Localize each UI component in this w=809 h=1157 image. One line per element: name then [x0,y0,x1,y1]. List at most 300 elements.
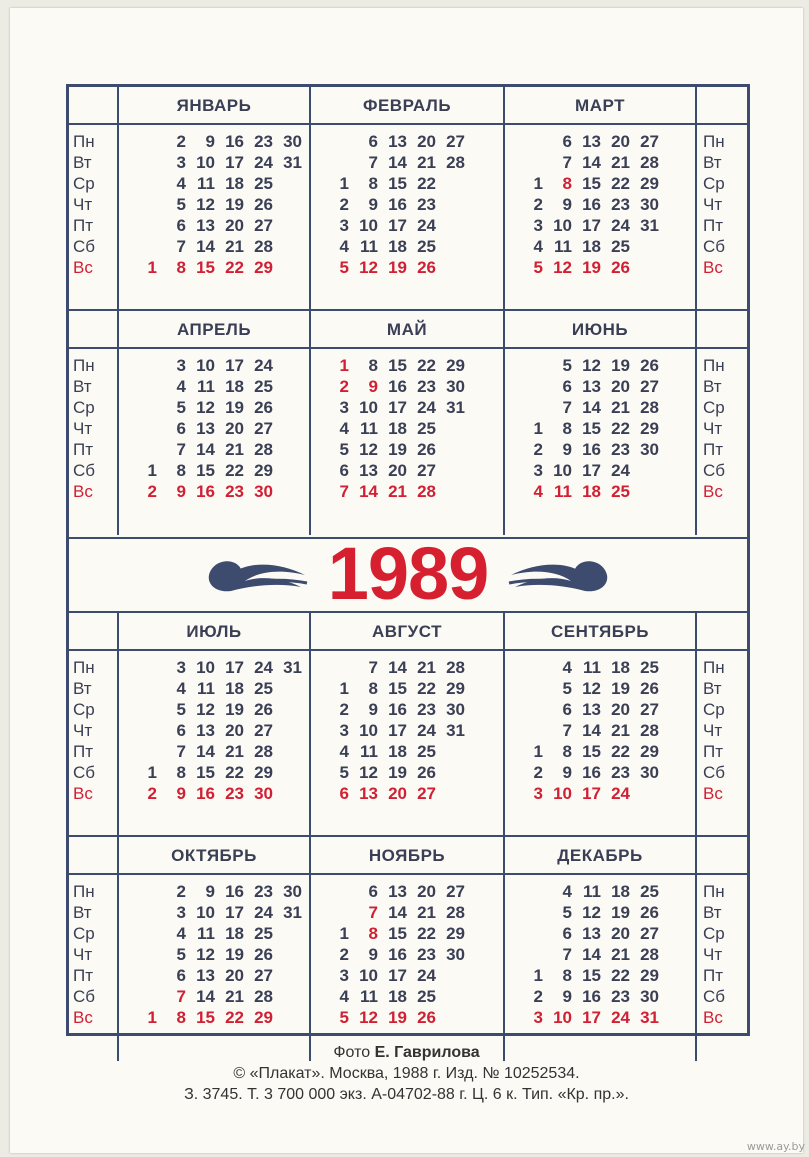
day-number: 14 [582,721,601,740]
day-number: 21 [417,903,436,922]
day-number: 27 [640,700,659,719]
day-number: 30 [446,377,465,396]
day-number: 25 [640,658,659,677]
day-number: 24 [417,216,436,235]
day-number: 16 [196,784,215,803]
month-grid [517,355,695,502]
day-number: 25 [254,679,273,698]
day-number: 4 [176,174,186,193]
day-number: 18 [388,237,407,256]
day-number: 29 [640,174,659,193]
weekday-label: Чт [73,945,93,964]
month-name: ОКТЯБРЬ [171,846,257,865]
day-number: 9 [205,132,215,151]
day-number: 24 [254,356,273,375]
weekday-row [323,194,503,215]
day-number: 16 [388,377,407,396]
day-number: 23 [611,195,630,214]
day-number: 12 [582,903,601,922]
weekday-row [131,131,309,152]
ornament-swirl-right-icon [505,553,615,597]
day-number: 17 [388,398,407,417]
weekday-row [517,902,695,923]
day-number: 17 [388,966,407,985]
day-number: 2 [176,132,186,151]
day-number: 2 [533,763,543,782]
day-number: 25 [417,237,436,256]
weekday-label: Сб [73,461,96,480]
day-number: 11 [360,742,378,761]
day-number: 31 [446,398,465,417]
weekday-row [323,1007,503,1028]
day-number: 23 [225,482,244,501]
day-number: 4 [176,377,186,396]
day-number: 1 [147,763,157,782]
day-number: 1 [147,1008,157,1027]
weekday-label: Пн [73,882,95,901]
day-number: 4 [339,237,349,256]
weekday-row [131,720,309,741]
day-number: 12 [553,258,572,277]
day-number: 22 [417,356,436,375]
day-number: 3 [176,356,186,375]
day-number: 11 [197,679,215,698]
weekday-row [323,657,503,678]
day-number: 10 [359,721,378,740]
print-info-line: З. 3745. Т. 3 700 000 экз. А-04702-88 г. Ц. 6 к. Тип. «Кр. пр.». [184,1086,629,1103]
day-number: 8 [368,174,378,193]
day-number: 31 [640,1008,659,1027]
day-number: 7 [176,987,186,1006]
weekday-label: Вт [703,377,722,396]
weekday-label: Ср [73,398,95,417]
day-number: 14 [196,987,215,1006]
day-number: 8 [176,1008,186,1027]
weekday-label: Пн [73,132,95,151]
day-number: 23 [417,945,436,964]
weekday-row [517,418,695,439]
weekday-label: Ср [73,924,95,943]
day-number: 1 [339,356,349,375]
day-number: 17 [582,461,601,480]
day-number: 28 [640,945,659,964]
weekday-row [131,923,309,944]
weekday-row [131,1007,309,1028]
day-number: 31 [283,903,302,922]
day-number: 28 [640,398,659,417]
day-number: 18 [388,987,407,1006]
day-number: 8 [562,742,572,761]
day-number: 23 [611,440,630,459]
day-number: 20 [417,882,436,901]
day-number: 27 [254,966,273,985]
day-number: 12 [359,258,378,277]
day-number: 21 [417,658,436,677]
weekday-label: Ср [73,174,95,193]
weekday-row [517,923,695,944]
day-number: 10 [553,216,572,235]
day-number: 1 [533,966,543,985]
day-number: 10 [553,1008,572,1027]
day-number: 31 [640,216,659,235]
day-number: 14 [582,153,601,172]
day-number: 19 [388,763,407,782]
day-number: 6 [368,882,378,901]
day-number: 22 [611,966,630,985]
day-number: 12 [359,763,378,782]
weekday-label: Пн [703,658,725,677]
weekday-row [517,173,695,194]
day-number: 6 [176,419,186,438]
day-number: 1 [339,924,349,943]
day-number: 7 [368,658,378,677]
day-number: 2 [147,784,157,803]
day-number: 6 [562,700,572,719]
month-name: МАЙ [386,320,428,339]
day-number: 1 [533,174,543,193]
day-number: 15 [196,763,215,782]
month-name: МАРТ [575,96,625,115]
photo-credit [10,1042,803,1063]
day-number: 20 [388,784,407,803]
day-number: 20 [388,461,407,480]
day-number: 5 [176,945,186,964]
weekday-label: Чт [73,419,93,438]
day-number: 7 [176,742,186,761]
day-number: 1 [339,679,349,698]
weekday-row [131,194,309,215]
weekday-row [517,152,695,173]
month-grid [517,657,695,804]
weekday-row [517,965,695,986]
day-number: 31 [283,153,302,172]
weekday-row [517,439,695,460]
weekday-row [517,215,695,236]
day-number: 10 [553,461,572,480]
weekday-row [131,481,309,502]
day-number: 3 [339,216,349,235]
weekday-label: Вт [73,377,92,396]
day-number: 2 [533,195,543,214]
month-name: АПРЕЛЬ [176,320,252,339]
day-number: 15 [388,924,407,943]
day-number: 5 [339,258,349,277]
weekday-label: Сб [73,987,96,1006]
day-number: 22 [417,924,436,943]
day-number: 2 [339,945,349,964]
weekday-label: Пн [73,658,95,677]
day-number: 14 [388,153,407,172]
day-number: 14 [196,440,215,459]
day-number: 20 [611,924,630,943]
quarter-block [69,87,747,311]
day-number: 13 [359,784,378,803]
day-number: 31 [446,721,465,740]
day-number: 28 [254,987,273,1006]
day-number: 4 [176,679,186,698]
day-number: 22 [225,258,244,277]
day-number: 8 [562,174,572,193]
day-number: 24 [611,784,630,803]
day-number: 23 [225,784,244,803]
day-number: 29 [640,419,659,438]
day-number: 19 [611,903,630,922]
day-number: 9 [368,377,378,396]
weekday-row [517,699,695,720]
day-number: 29 [446,924,465,943]
weekday-label: Вс [73,482,93,501]
day-number: 20 [225,419,244,438]
weekday-label: Пт [703,742,724,761]
weekday-label: Сб [73,763,96,782]
weekday-row [517,460,695,481]
weekday-row [517,355,695,376]
weekday-label: Пт [73,216,94,235]
day-number: 1 [533,419,543,438]
day-number: 5 [176,398,186,417]
day-number: 16 [582,440,601,459]
quarter-block [69,837,747,1061]
day-number: 28 [254,742,273,761]
weekday-label: Вт [73,903,92,922]
day-number: 28 [254,237,273,256]
month-name: ДЕКАБРЬ [557,846,643,865]
day-number: 22 [611,742,630,761]
weekday-column-right [703,355,743,502]
weekday-label: Ср [703,700,725,719]
day-number: 11 [197,174,215,193]
day-number: 19 [225,398,244,417]
day-number: 22 [225,763,244,782]
day-number: 18 [611,882,630,901]
day-number: 21 [225,742,244,761]
day-number: 15 [388,174,407,193]
weekday-label: Сб [703,237,726,256]
weekday-row [323,355,503,376]
weekday-row [517,881,695,902]
photo-label: Фото [333,1044,371,1061]
day-number: 5 [562,356,572,375]
weekday-label: Вс [703,1008,723,1027]
day-number: 29 [254,461,273,480]
month-grid [323,355,503,502]
weekday-label: Сб [703,987,726,1006]
day-number: 17 [388,721,407,740]
weekday-label: Пт [703,216,724,235]
day-number: 7 [368,903,378,922]
ornament-swirl-left-icon [201,553,311,597]
day-number: 15 [582,742,601,761]
day-number: 25 [254,377,273,396]
day-number: 17 [582,1008,601,1027]
day-number: 29 [446,356,465,375]
day-number: 12 [196,700,215,719]
weekday-row [131,944,309,965]
weekday-row [517,131,695,152]
day-number: 6 [562,377,572,396]
day-number: 18 [225,377,244,396]
weekday-row [517,657,695,678]
weekday-row [131,986,309,1007]
weekday-label: Пт [703,440,724,459]
weekday-row [323,881,503,902]
day-number: 26 [640,679,659,698]
weekday-row [323,481,503,502]
day-number: 11 [360,419,378,438]
day-number: 15 [582,174,601,193]
day-number: 13 [582,132,601,151]
day-number: 10 [359,966,378,985]
weekday-row [517,762,695,783]
weekday-row [517,1007,695,1028]
day-number: 22 [417,679,436,698]
day-number: 16 [388,945,407,964]
day-number: 11 [554,482,572,501]
weekday-label: Вт [703,153,722,172]
weekday-label: Пт [73,742,94,761]
day-number: 4 [339,987,349,1006]
weekday-label: Вс [73,784,93,803]
weekday-label: Пт [73,440,94,459]
day-number: 7 [368,153,378,172]
day-number: 3 [339,966,349,985]
day-number: 11 [360,237,378,256]
day-number: 6 [562,924,572,943]
weekday-row [323,236,503,257]
day-number: 13 [196,721,215,740]
day-number: 9 [205,882,215,901]
weekday-row [517,376,695,397]
day-number: 24 [611,461,630,480]
month-grid [517,131,695,278]
day-number: 25 [417,987,436,1006]
day-number: 10 [196,356,215,375]
day-number: 16 [388,700,407,719]
day-number: 18 [388,742,407,761]
month-grid [131,657,309,804]
weekday-label: Вс [73,1008,93,1027]
weekday-row [323,986,503,1007]
day-number: 5 [339,440,349,459]
day-number: 3 [533,1008,543,1027]
weekday-row [131,741,309,762]
day-number: 26 [417,440,436,459]
day-number: 6 [176,721,186,740]
weekday-row [323,944,503,965]
weekday-label: Вс [703,784,723,803]
month-name: ИЮНЬ [571,320,629,339]
weekday-row [323,720,503,741]
day-number: 16 [582,763,601,782]
day-number: 28 [446,153,465,172]
day-number: 15 [388,356,407,375]
day-number: 26 [417,1008,436,1027]
day-number: 12 [359,440,378,459]
month-name: НОЯБРЬ [368,846,446,865]
weekday-row [323,783,503,804]
weekday-row [517,783,695,804]
day-number: 27 [640,377,659,396]
weekday-row [131,257,309,278]
day-number: 19 [582,258,601,277]
day-number: 1 [147,258,157,277]
weekday-row [517,678,695,699]
weekday-label: Вт [703,679,722,698]
day-number: 26 [640,356,659,375]
day-number: 10 [196,903,215,922]
day-number: 23 [611,987,630,1006]
weekday-row [131,783,309,804]
weekday-row [131,397,309,418]
weekday-label: Вс [703,258,723,277]
day-number: 15 [196,1008,215,1027]
day-number: 10 [359,398,378,417]
weekday-row [517,481,695,502]
day-number: 19 [611,679,630,698]
day-number: 9 [562,440,572,459]
day-number: 19 [225,195,244,214]
weekday-row [517,236,695,257]
weekday-column-left [73,131,113,278]
day-number: 20 [225,721,244,740]
weekday-label: Ср [703,924,725,943]
day-number: 28 [446,903,465,922]
weekday-label: Вт [703,903,722,922]
weekday-row [323,397,503,418]
day-number: 4 [533,482,543,501]
weekday-row [323,965,503,986]
weekday-row [517,986,695,1007]
day-number: 4 [562,658,572,677]
day-number: 18 [225,679,244,698]
year-title: 1989 [327,532,489,615]
day-number: 10 [196,153,215,172]
weekday-label: Чт [703,195,723,214]
day-number: 20 [611,132,630,151]
day-number: 16 [582,987,601,1006]
day-number: 11 [197,924,215,943]
day-number: 23 [254,132,273,151]
day-number: 20 [417,132,436,151]
photo-author: Е. Гаврилова [374,1044,480,1061]
day-number: 9 [368,945,378,964]
day-number: 26 [611,258,630,277]
day-number: 29 [640,966,659,985]
day-number: 9 [176,482,186,501]
weekday-label: Вт [73,153,92,172]
day-number: 25 [417,419,436,438]
day-number: 24 [611,1008,630,1027]
day-number: 26 [254,398,273,417]
day-number: 2 [533,440,543,459]
day-number: 18 [582,237,601,256]
day-number: 16 [196,482,215,501]
day-number: 26 [417,258,436,277]
day-number: 1 [147,461,157,480]
day-number: 2 [339,195,349,214]
day-number: 13 [196,419,215,438]
weekday-row [323,741,503,762]
day-number: 7 [339,482,349,501]
weekday-column-right [703,131,743,278]
month-name: ЯНВАРЬ [176,96,252,115]
day-number: 13 [388,132,407,151]
day-number: 12 [582,679,601,698]
weekday-row [517,720,695,741]
day-number: 24 [254,658,273,677]
day-number: 15 [582,419,601,438]
day-number: 18 [388,419,407,438]
